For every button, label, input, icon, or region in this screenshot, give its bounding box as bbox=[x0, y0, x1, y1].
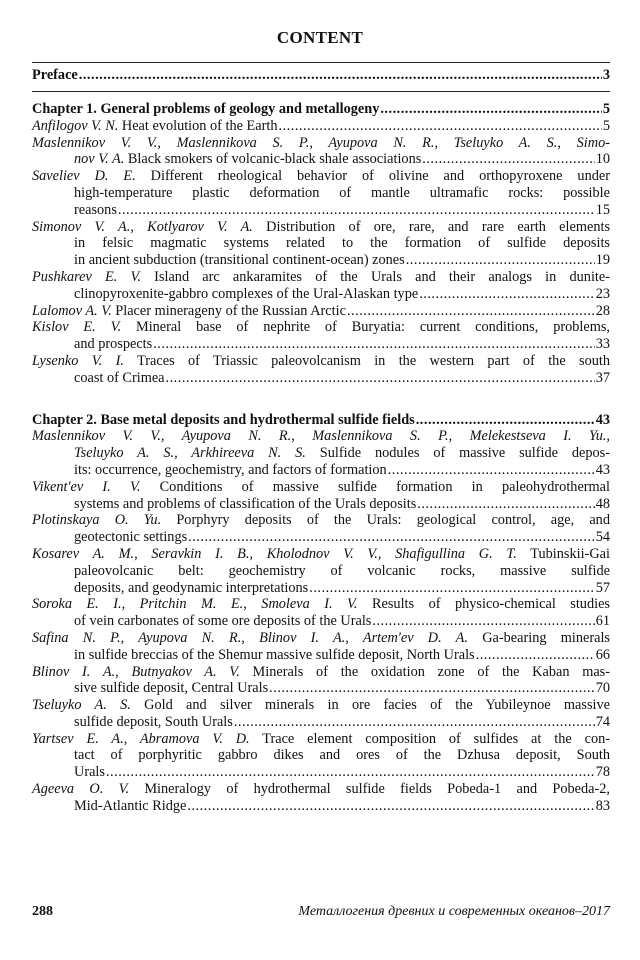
page-number: 288 bbox=[32, 904, 53, 919]
entry-title-cont: tact of porphyritic gabbro dikes and ores of the Dzhusa deposit, South bbox=[74, 747, 610, 764]
toc-entry bbox=[32, 219, 610, 269]
preface-label: Preface bbox=[32, 67, 78, 83]
leader-dots bbox=[372, 613, 594, 630]
entry-authors: Kislov E. V. bbox=[32, 319, 122, 336]
entry-page: 83 bbox=[595, 797, 610, 814]
entry-title: Black smokers of volcanic-black shale associations bbox=[124, 151, 422, 168]
entry-title-cont: in ancient subduction (transitional continent-ocean) zones bbox=[74, 252, 405, 269]
leader-dots bbox=[419, 286, 595, 303]
top-rule bbox=[32, 62, 610, 63]
leader-dots bbox=[406, 252, 595, 269]
leader-dots bbox=[187, 798, 594, 815]
chapter2-heading bbox=[32, 412, 610, 429]
entry-title-cont: in felsic magmatic systems related to the formation of sulfide deposits bbox=[74, 235, 610, 252]
chapter1-heading bbox=[32, 101, 610, 118]
entry-page: 78 bbox=[595, 764, 610, 781]
entry-page: 15 bbox=[595, 201, 610, 218]
entry-authors: Simonov V. A., Kotlyarov V. A. bbox=[32, 218, 253, 235]
toc-entry bbox=[32, 664, 610, 698]
entry-page: 66 bbox=[595, 646, 610, 663]
entry-title-cont: Urals bbox=[74, 764, 105, 781]
leader-dots bbox=[188, 529, 595, 546]
leader-dots bbox=[106, 764, 595, 781]
leader-dots bbox=[422, 151, 594, 168]
entry-page: 23 bbox=[595, 285, 610, 302]
entry-page: 74 bbox=[595, 713, 610, 730]
entry-title: Mineralogy of hydrothermal sulfide fields Pobeda-1 and Pobeda-2, bbox=[129, 781, 610, 798]
entry-page: 10 bbox=[595, 151, 610, 168]
entry-authors-cont: nov V. A. bbox=[74, 151, 125, 168]
entry-title: Results of physico-chemical studies bbox=[357, 596, 610, 613]
preface-page: 3 bbox=[602, 67, 610, 83]
preface-section bbox=[32, 67, 610, 84]
toc-entry bbox=[32, 697, 610, 731]
entry-page: 37 bbox=[595, 369, 610, 386]
entry-page: 43 bbox=[595, 461, 610, 478]
entry-title-cont: Mid-Atlantic Ridge bbox=[74, 797, 187, 814]
chapter2-page: 43 bbox=[595, 411, 610, 428]
entry-title: Tubinskii-Gai bbox=[516, 545, 610, 562]
entry-authors: Tseluyko A. S. bbox=[32, 697, 131, 714]
entry-page: 61 bbox=[595, 613, 610, 630]
toc-entry bbox=[32, 630, 610, 664]
page-title: CONTENT bbox=[276, 28, 364, 47]
leader-dots bbox=[279, 118, 602, 135]
entry-authors: Vikent'ev I. V. bbox=[32, 478, 141, 495]
leader-dots bbox=[388, 462, 595, 479]
entry-authors: Soroka E. I., Pritchin M. E., Smoleva I. V. bbox=[32, 596, 358, 613]
entry-authors: Blinov I. A., Butnyakov A. V. bbox=[32, 663, 240, 680]
entry-page: 5 bbox=[602, 117, 610, 134]
section-rule bbox=[32, 91, 610, 92]
toc-entry bbox=[32, 546, 610, 596]
entry-authors: Maslennikov V. V., Ayupova N. R., Maslennikova S. P., Melekestseva I. Yu., bbox=[32, 428, 610, 445]
entry-title-cont: systems and problems of classification of the Urals deposits bbox=[74, 495, 417, 512]
entry-title-cont: and prospects bbox=[74, 336, 153, 353]
entry-title: Conditions of massive sulfide formation in paleohydrothermal bbox=[140, 478, 610, 495]
entry-title: Gold and silver minerals in ore facies of the Yubileynoe massive bbox=[130, 697, 610, 714]
entry-title: Traces of Triassic paleovolcanism in the western part of the south bbox=[123, 352, 610, 369]
entry-authors: Saveliev D. E. bbox=[32, 168, 136, 185]
toc-entry bbox=[32, 479, 610, 513]
entry-title: Minerals of the oxidation zone of the Kaban mas- bbox=[239, 663, 611, 680]
leader-dots bbox=[79, 67, 602, 84]
entry-title-cont: coast of Crimea bbox=[74, 369, 165, 386]
entry-page: 48 bbox=[595, 495, 610, 512]
toc-entry bbox=[32, 428, 610, 478]
entry-page: 57 bbox=[595, 579, 610, 596]
toc-entry bbox=[32, 168, 610, 218]
entry-title-cont: sive sulfide deposit, Central Urals bbox=[74, 680, 269, 697]
entry-authors: Ageeva O. V. bbox=[32, 781, 130, 798]
leader-dots bbox=[347, 303, 595, 320]
toc-entry bbox=[32, 135, 610, 169]
toc-entry bbox=[32, 319, 610, 353]
leader-dots bbox=[380, 101, 602, 118]
entry-title-cont: in sulfide breccias of the Shemur massive sulfide deposit, North Urals bbox=[74, 646, 475, 663]
toc-entry bbox=[32, 269, 610, 303]
entry-title: Mineral base of nephrite of Buryatia: current conditions, problems, bbox=[121, 319, 610, 336]
entry-title-cont: geotectonic settings bbox=[74, 529, 188, 546]
entry-authors: Plotinskaya O. Yu. bbox=[32, 512, 162, 529]
entry-authors: Maslennikov V. V., Maslennikova S. P., Ayupova N. R., Tseluyko A. S., Simo- bbox=[32, 134, 610, 151]
entry-title: Sulfide nodules of massive sulfide depos- bbox=[305, 445, 611, 462]
entry-title-cont: reasons bbox=[74, 201, 117, 218]
entry-title-cont: clinopyroxenite-gabbro complexes of the Ural-Alaskan type bbox=[74, 285, 419, 302]
toc-entry bbox=[32, 781, 610, 815]
toc-body bbox=[32, 101, 610, 815]
leader-dots bbox=[416, 412, 595, 429]
entry-authors: Yartsev E. A., Abramova V. D. bbox=[32, 730, 250, 747]
entry-page: 19 bbox=[595, 252, 610, 269]
leader-dots bbox=[234, 714, 595, 731]
toc-entry bbox=[32, 512, 610, 546]
toc-entry bbox=[32, 596, 610, 630]
entry-title: Distribution of ore, rare, and rare earth elements bbox=[252, 218, 611, 235]
entry-title: Island arc ankaramites of the Urals and their analogs in dunite- bbox=[140, 268, 610, 285]
leader-dots bbox=[476, 647, 595, 664]
leader-dots bbox=[417, 496, 594, 513]
entry-page: 54 bbox=[595, 529, 610, 546]
entry-page: 70 bbox=[595, 680, 610, 697]
entry-authors-cont: Tseluyko A. S., Arkhireeva N. S. bbox=[74, 445, 306, 462]
entry-authors: Anfilogov V. N. bbox=[32, 117, 119, 134]
entry-authors: Lalomov A. V. bbox=[32, 302, 112, 319]
entry-title: Heat evolution of the Earth bbox=[118, 117, 278, 134]
entry-authors: Kosarev A. M., Seravkin I. B., Kholodnov V. V., Shafigullina G. T. bbox=[32, 545, 517, 562]
leader-dots bbox=[269, 680, 595, 697]
entry-page: 28 bbox=[595, 302, 610, 319]
entry-title-cont: its: occurrence, geochemistry, and factors of formation bbox=[74, 461, 387, 478]
entry-title-cont: high-temperature plastic deformation of mantle ultramafic rocks: possible bbox=[74, 184, 610, 201]
entry-title-cont: of vein carbonates of some ore deposits of the Urals bbox=[74, 613, 372, 630]
entry-title: Ga-bearing minerals bbox=[467, 629, 610, 646]
toc-entry bbox=[32, 303, 610, 320]
entry-title: Different rheological behavior of olivine and orthopyroxene under bbox=[135, 168, 610, 185]
entry-authors: Pushkarev E. V. bbox=[32, 268, 141, 285]
leader-dots bbox=[153, 336, 594, 353]
leader-dots bbox=[309, 580, 594, 597]
entry-title: Trace element composition of sulfides at the con- bbox=[249, 730, 611, 747]
entry-authors: Lysenko V. I. bbox=[32, 352, 124, 369]
preface-entry bbox=[32, 67, 610, 84]
toc-entry bbox=[32, 731, 610, 781]
toc-entry bbox=[32, 353, 610, 387]
leader-dots bbox=[166, 370, 595, 387]
toc-entry bbox=[32, 118, 610, 135]
entry-title: Porphyry deposits of the Urals: geological control, age, and bbox=[161, 512, 610, 529]
running-footer-title: Металлогения древних и современных океанов–2017 bbox=[298, 904, 610, 919]
leader-dots bbox=[118, 202, 595, 219]
chapter1-title: Chapter 1. General problems of geology and metallogeny bbox=[32, 101, 380, 117]
chapter1-page: 5 bbox=[602, 101, 610, 117]
entry-title: Placer minerageny of the Russian Arctic bbox=[111, 302, 346, 319]
entry-authors: Safina N. P., Ayupova N. R., Blinov I. A., Artem'ev D. A. bbox=[32, 629, 468, 646]
chapter2-title: Chapter 2. Base metal deposits and hydrothermal sulfide fields bbox=[32, 411, 415, 428]
entry-title-cont: deposits, and geodynamic interpretations bbox=[74, 579, 309, 596]
entry-page: 33 bbox=[595, 336, 610, 353]
entry-title-cont: sulfide deposit, South Urals bbox=[74, 713, 233, 730]
entry-title-cont: paleovolcanic belt: geochemistry of volcanic rocks, massive sulfide bbox=[74, 562, 610, 579]
